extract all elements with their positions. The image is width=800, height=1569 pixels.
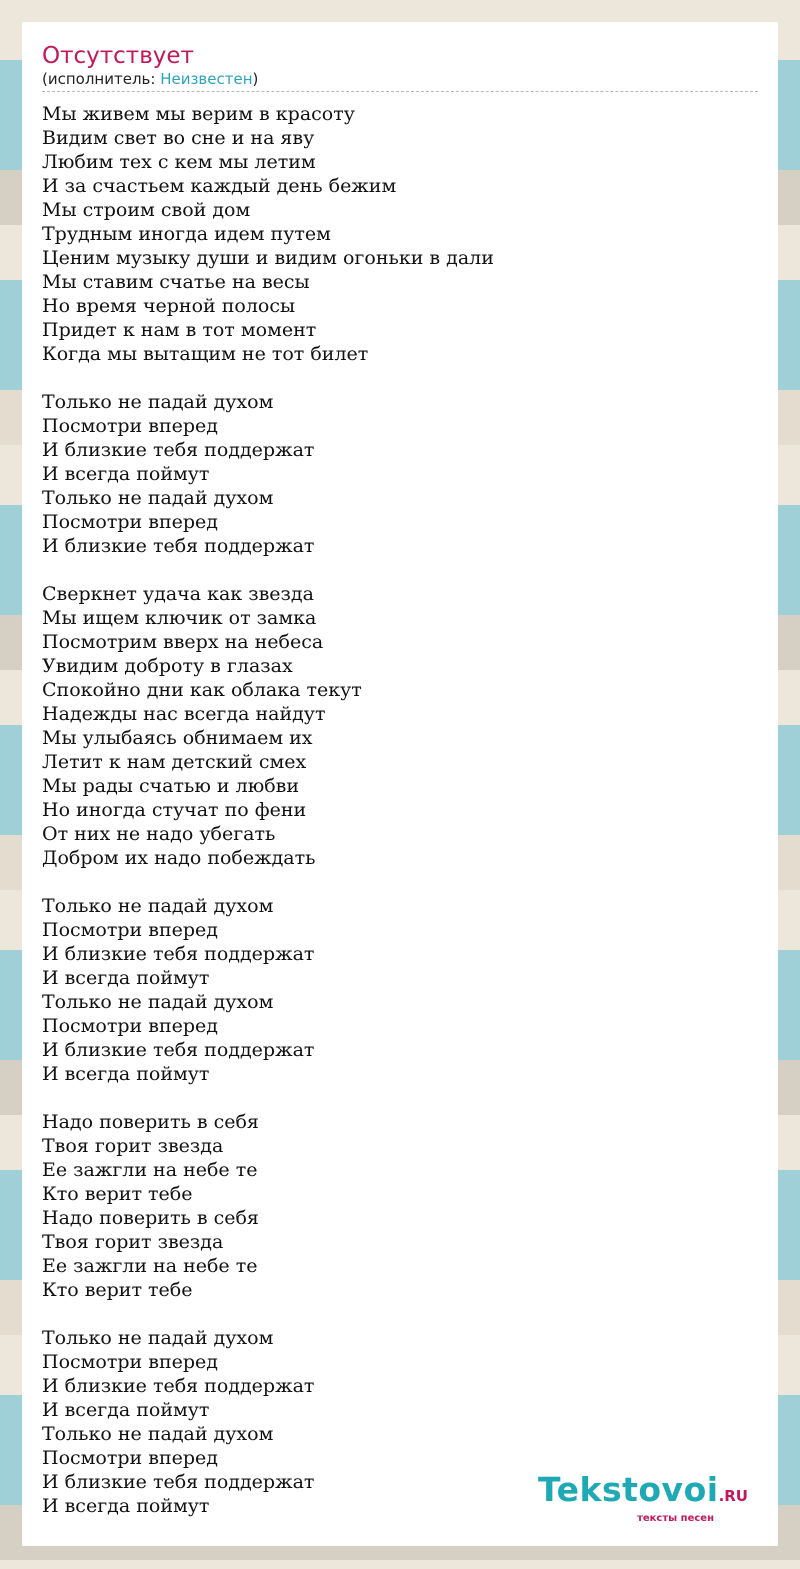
- lyrics-line: Кто верит тебе: [42, 1183, 193, 1205]
- lyrics-line: И всегда поймут: [42, 1063, 210, 1085]
- lyrics-stanza: [42, 1110, 758, 1302]
- lyrics-line: Мы рады счатью и любви: [42, 775, 300, 797]
- lyrics-line: Ее зажгли на небе те: [42, 1255, 258, 1277]
- lyrics-line: Только не падай духом: [42, 895, 274, 917]
- lyrics-line: Когда мы вытащим не тот билет: [42, 343, 369, 365]
- lyrics-line: Мы ставим счатье на весы: [42, 271, 310, 293]
- lyrics-line: Но иногда стучат по фени: [42, 799, 307, 821]
- lyrics-line: Посмотрим вверх на небеса: [42, 631, 324, 653]
- logo-wordmark: [538, 1470, 748, 1513]
- lyrics-line: Посмотри вперед: [42, 1015, 218, 1037]
- lyrics-line: И близкие тебя поддержат: [42, 1471, 315, 1493]
- lyrics-line: И за счастьем каждый день бежим: [42, 175, 397, 197]
- lyrics-stanza: [42, 894, 758, 1086]
- artist-link[interactable]: Неизвестен: [160, 70, 253, 88]
- lyrics-line: Только не падай духом: [42, 487, 274, 509]
- lyrics-line: И близкие тебя поддержат: [42, 535, 315, 557]
- lyrics-line: Посмотри вперед: [42, 919, 218, 941]
- artist-line: [42, 70, 758, 89]
- lyrics-line: Только не падай духом: [42, 1327, 274, 1349]
- song-header: [42, 42, 758, 92]
- lyrics-line: Кто верит тебе: [42, 1279, 193, 1301]
- lyrics-line: От них не надо убегать: [42, 823, 276, 845]
- lyrics-line: И всегда поймут: [42, 1399, 210, 1421]
- lyrics-line: И всегда поймут: [42, 1495, 210, 1517]
- lyrics-line: Трудным иногда идем путем: [42, 223, 331, 245]
- lyrics-line: Видим свет во сне и на яву: [42, 127, 315, 149]
- song-title: Отсутствует: [42, 43, 194, 69]
- lyrics-line: Летит к нам детский смех: [42, 751, 307, 773]
- lyrics-line: Любим тех с кем мы летим: [42, 151, 316, 173]
- lyrics-stanza: [42, 102, 758, 366]
- lyrics-stanza: [42, 582, 758, 870]
- lyrics-line: И близкие тебя поддержат: [42, 1039, 315, 1061]
- lyrics-card: [22, 22, 778, 1546]
- lyrics-line: Увидим доброту в глазах: [42, 655, 293, 677]
- logo-tld: .RU: [718, 1487, 748, 1505]
- lyrics-line: Ценим музыку души и видим огоньки в дали: [42, 247, 494, 269]
- lyrics-line: Твоя горит звезда: [42, 1231, 224, 1253]
- lyrics-line: Посмотри вперед: [42, 1447, 218, 1469]
- lyrics-line: И близкие тебя поддержат: [42, 439, 315, 461]
- lyrics-line: Надо поверить в себя: [42, 1111, 259, 1133]
- lyrics-line: И близкие тебя поддержат: [42, 1375, 315, 1397]
- lyrics-line: И всегда поймут: [42, 967, 210, 989]
- lyrics-line: Мы строим свой дом: [42, 199, 251, 221]
- lyrics-line: Ее зажгли на небе те: [42, 1159, 258, 1181]
- lyrics-line: Мы ищем ключик от замка: [42, 607, 317, 629]
- lyrics-line: Сверкнет удача как звезда: [42, 583, 314, 605]
- artist-prefix: (исполнитель:: [42, 70, 161, 88]
- lyrics-line: Придет к нам в тот момент: [42, 319, 317, 341]
- site-logo[interactable]: [538, 1470, 748, 1524]
- lyrics-line: Только не падай духом: [42, 1423, 274, 1445]
- lyrics-line: И близкие тебя поддержат: [42, 943, 315, 965]
- lyrics-line: Добром их надо побеждать: [42, 847, 316, 869]
- lyrics-line: Но время черной полосы: [42, 295, 296, 317]
- lyrics-line: Мы улыбаясь обнимаем их: [42, 727, 313, 749]
- lyrics-line: Надо поверить в себя: [42, 1207, 259, 1229]
- lyrics-line: И всегда поймут: [42, 463, 210, 485]
- lyrics-line: Спокойно дни как облака текут: [42, 679, 362, 701]
- lyrics-text: [42, 102, 758, 1518]
- artist-suffix: ): [252, 70, 259, 88]
- lyrics-line: Надежды нас всегда найдут: [42, 703, 326, 725]
- lyrics-line: Посмотри вперед: [42, 511, 218, 533]
- lyrics-line: Только не падай духом: [42, 991, 274, 1013]
- logo-tagline: тексты песен: [637, 1513, 714, 1524]
- lyrics-line: Посмотри вперед: [42, 1351, 218, 1373]
- lyrics-line: Посмотри вперед: [42, 415, 218, 437]
- lyrics-stanza: [42, 390, 758, 558]
- logo-name: Tekstovoi: [538, 1470, 719, 1509]
- lyrics-line: Твоя горит звезда: [42, 1135, 224, 1157]
- lyrics-line: Только не падай духом: [42, 391, 274, 413]
- lyrics-line: Мы живем мы верим в красоту: [42, 103, 355, 125]
